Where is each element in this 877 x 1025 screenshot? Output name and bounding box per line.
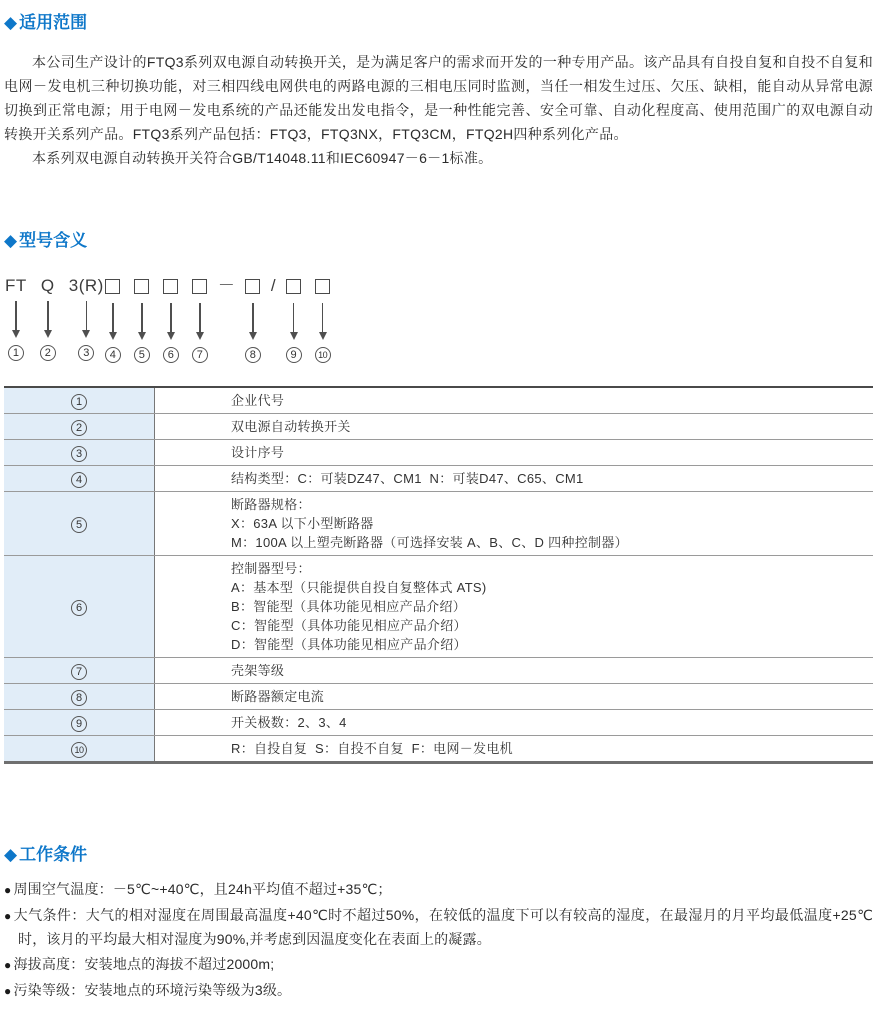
table-row bbox=[4, 710, 873, 736]
circled-number: 9 bbox=[286, 347, 302, 363]
table-row bbox=[4, 736, 873, 763]
table-cell-description bbox=[155, 684, 874, 710]
circled-number: 10 bbox=[315, 347, 331, 363]
model-code-part bbox=[245, 276, 261, 363]
conditions-title-text: 工作条件 bbox=[19, 845, 88, 864]
section-scope bbox=[4, 12, 873, 170]
circled-number: 7 bbox=[192, 347, 208, 363]
circled-number: 1 bbox=[71, 394, 87, 410]
bullet-icon: ● bbox=[4, 958, 12, 972]
condition-item bbox=[4, 953, 873, 977]
table-cell-description bbox=[155, 492, 874, 556]
model-code-placeholder-box bbox=[163, 279, 178, 294]
down-arrow-icon bbox=[167, 303, 175, 340]
model-code-placeholder-box bbox=[245, 279, 260, 294]
down-arrow-icon bbox=[319, 303, 327, 340]
section-working-conditions bbox=[4, 844, 873, 1003]
circled-number: 3 bbox=[78, 345, 94, 361]
circled-number: 9 bbox=[71, 716, 87, 732]
table-cell-description bbox=[155, 440, 874, 466]
down-arrow-icon bbox=[109, 303, 117, 340]
description-line: 设计序号 bbox=[231, 445, 285, 460]
table-cell-number bbox=[4, 658, 155, 684]
scope-paragraphs bbox=[4, 50, 873, 170]
description-line: M：100A 以上塑壳断路器（可选择安装 A、B、C、D 四种控制器） bbox=[231, 535, 628, 550]
model-code-part bbox=[69, 276, 104, 361]
circled-number: 6 bbox=[71, 600, 87, 616]
table-cell-description bbox=[155, 710, 874, 736]
condition-item bbox=[4, 904, 873, 951]
condition-item bbox=[4, 878, 873, 902]
diamond-icon: ◆ bbox=[4, 845, 18, 864]
condition-text: 海拔高度：安装地点的海拔不超过2000m; bbox=[13, 956, 275, 972]
model-code-part bbox=[5, 276, 27, 361]
down-arrow-icon bbox=[290, 303, 298, 340]
circled-number: 4 bbox=[105, 347, 121, 363]
circled-number: 8 bbox=[71, 690, 87, 706]
description-line: 壳架等级 bbox=[231, 663, 285, 678]
model-code-part bbox=[192, 276, 208, 363]
model-title-text: 型号含义 bbox=[19, 231, 88, 250]
table-row bbox=[4, 387, 873, 414]
description-line: 断路器额定电流 bbox=[231, 689, 325, 704]
circled-number: 1 bbox=[8, 345, 24, 361]
table-row bbox=[4, 684, 873, 710]
circled-number: 2 bbox=[71, 420, 87, 436]
description-line: R：自投自复 S：自投不自复 F：电网－发电机 bbox=[231, 741, 513, 756]
model-code-separator: / bbox=[270, 276, 276, 295]
circled-number: 6 bbox=[163, 347, 179, 363]
circled-number: 5 bbox=[71, 517, 87, 533]
model-code-diagram bbox=[5, 276, 873, 362]
model-code-label: Q bbox=[40, 276, 55, 295]
description-line: 企业代号 bbox=[231, 393, 285, 408]
conditions-title bbox=[4, 844, 873, 866]
table-cell-number bbox=[4, 492, 155, 556]
model-code-part bbox=[286, 276, 302, 363]
table-row bbox=[4, 466, 873, 492]
diamond-icon: ◆ bbox=[4, 231, 18, 250]
condition-item bbox=[4, 979, 873, 1003]
table-cell-number bbox=[4, 684, 155, 710]
scope-paragraph: 本公司生产设计的FTQ3系列双电源自动转换开关，是为满足客户的需求而开发的一种专用产品。该产品具有自投自复和自投不自复和电网－发电机三种切换功能，对三相四线电网供电的两路电源的三相电压同时监测，当任一相发生过压、欠压、缺相，能自动从异常电源切换到正常电源；用于电网－发电系统的产品还能发出发电指令，是一种性能完善、安全可靠、自动化程度高、使用范围广的双电源自动转换开关系列产品。FTQ3系列产品包括：FTQ3，FTQ3NX，FTQ3CM，FTQ2H四种系列化产品。 bbox=[4, 54, 873, 142]
description-line: C：智能型（具体功能见相应产品介绍） bbox=[231, 618, 467, 633]
description-line: 开关极数：2、3、4 bbox=[231, 715, 347, 730]
table-cell-description bbox=[155, 387, 874, 414]
table-cell-number bbox=[4, 710, 155, 736]
model-code-placeholder-box bbox=[134, 279, 149, 294]
condition-text: 周围空气温度：－5℃~+40℃，且24h平均值不超过+35℃； bbox=[13, 881, 392, 897]
section-model bbox=[4, 230, 873, 764]
down-arrow-icon bbox=[138, 303, 146, 340]
table-cell-number bbox=[4, 466, 155, 492]
model-code-part bbox=[105, 276, 121, 363]
model-code-placeholder-box bbox=[315, 279, 330, 294]
circled-number: 8 bbox=[245, 347, 261, 363]
circled-number: 4 bbox=[71, 472, 87, 488]
circled-number: 10 bbox=[71, 742, 87, 758]
model-code-separator: － bbox=[217, 276, 235, 295]
table-cell-description bbox=[155, 736, 874, 763]
down-arrow-icon bbox=[249, 303, 257, 340]
table-cell-number bbox=[4, 556, 155, 658]
scope-paragraph: 本系列双电源自动转换开关符合GB/T14048.11和IEC60947－6－1标准。 bbox=[32, 150, 493, 166]
model-code-part bbox=[134, 276, 150, 363]
scope-title-text: 适用范围 bbox=[19, 13, 88, 32]
table-row bbox=[4, 658, 873, 684]
diamond-icon: ◆ bbox=[4, 13, 18, 32]
condition-text: 大气条件：大气的相对湿度在周围最高温度+40℃时不超过50%，在较低的温度下可以有较高的湿度，在最湿月的月平均最低温度+25℃时，该月的平均最大相对湿度为90%,并考虑到因温度变化在表面上的凝露。 bbox=[13, 907, 874, 947]
down-arrow-icon bbox=[82, 301, 90, 338]
table-cell-number bbox=[4, 414, 155, 440]
model-code-placeholder-box bbox=[286, 279, 301, 294]
scope-title bbox=[4, 12, 873, 34]
down-arrow-icon bbox=[196, 303, 204, 340]
model-code-label: FT bbox=[5, 276, 27, 295]
table-row bbox=[4, 492, 873, 556]
bullet-icon: ● bbox=[4, 909, 12, 923]
table-cell-description bbox=[155, 414, 874, 440]
table-cell-number bbox=[4, 736, 155, 763]
table-row bbox=[4, 414, 873, 440]
circled-number: 2 bbox=[40, 345, 56, 361]
description-line: 双电源自动转换开关 bbox=[231, 419, 351, 434]
description-line: A：基本型（只能提供自投自复整体式 ATS) bbox=[231, 580, 487, 595]
model-meaning-table bbox=[4, 386, 873, 764]
conditions-list bbox=[4, 878, 873, 1003]
circled-number: 7 bbox=[71, 664, 87, 680]
circled-number: 5 bbox=[134, 347, 150, 363]
table-row bbox=[4, 556, 873, 658]
table-row bbox=[4, 440, 873, 466]
model-code-part bbox=[163, 276, 179, 363]
table-cell-description bbox=[155, 556, 874, 658]
condition-text: 污染等级：安装地点的环境污染等级为3级。 bbox=[13, 982, 292, 998]
description-line: 控制器型号： bbox=[231, 561, 311, 576]
table-cell-number bbox=[4, 440, 155, 466]
model-code-label: 3(R) bbox=[68, 276, 104, 295]
table-cell-number bbox=[4, 387, 155, 414]
description-line: X：63A 以下小型断路器 bbox=[231, 516, 374, 531]
model-code-placeholder-box bbox=[192, 279, 207, 294]
circled-number: 3 bbox=[71, 446, 87, 462]
description-line: 结构类型：C：可装DZ47、CM1 N：可装D47、C65、CM1 bbox=[231, 471, 584, 486]
model-code-part bbox=[315, 276, 331, 363]
table-cell-description bbox=[155, 466, 874, 492]
down-arrow-icon bbox=[12, 301, 20, 338]
bullet-icon: ● bbox=[4, 984, 12, 998]
model-code-placeholder-box bbox=[105, 279, 120, 294]
model-code-part bbox=[40, 276, 56, 361]
model-title bbox=[4, 230, 873, 252]
description-line: D：智能型（具体功能见相应产品介绍） bbox=[231, 637, 467, 652]
table-cell-description bbox=[155, 658, 874, 684]
bullet-icon: ● bbox=[4, 883, 12, 897]
description-line: B：智能型（具体功能见相应产品介绍） bbox=[231, 599, 467, 614]
down-arrow-icon bbox=[44, 301, 52, 338]
description-line: 断路器规格： bbox=[231, 497, 311, 512]
